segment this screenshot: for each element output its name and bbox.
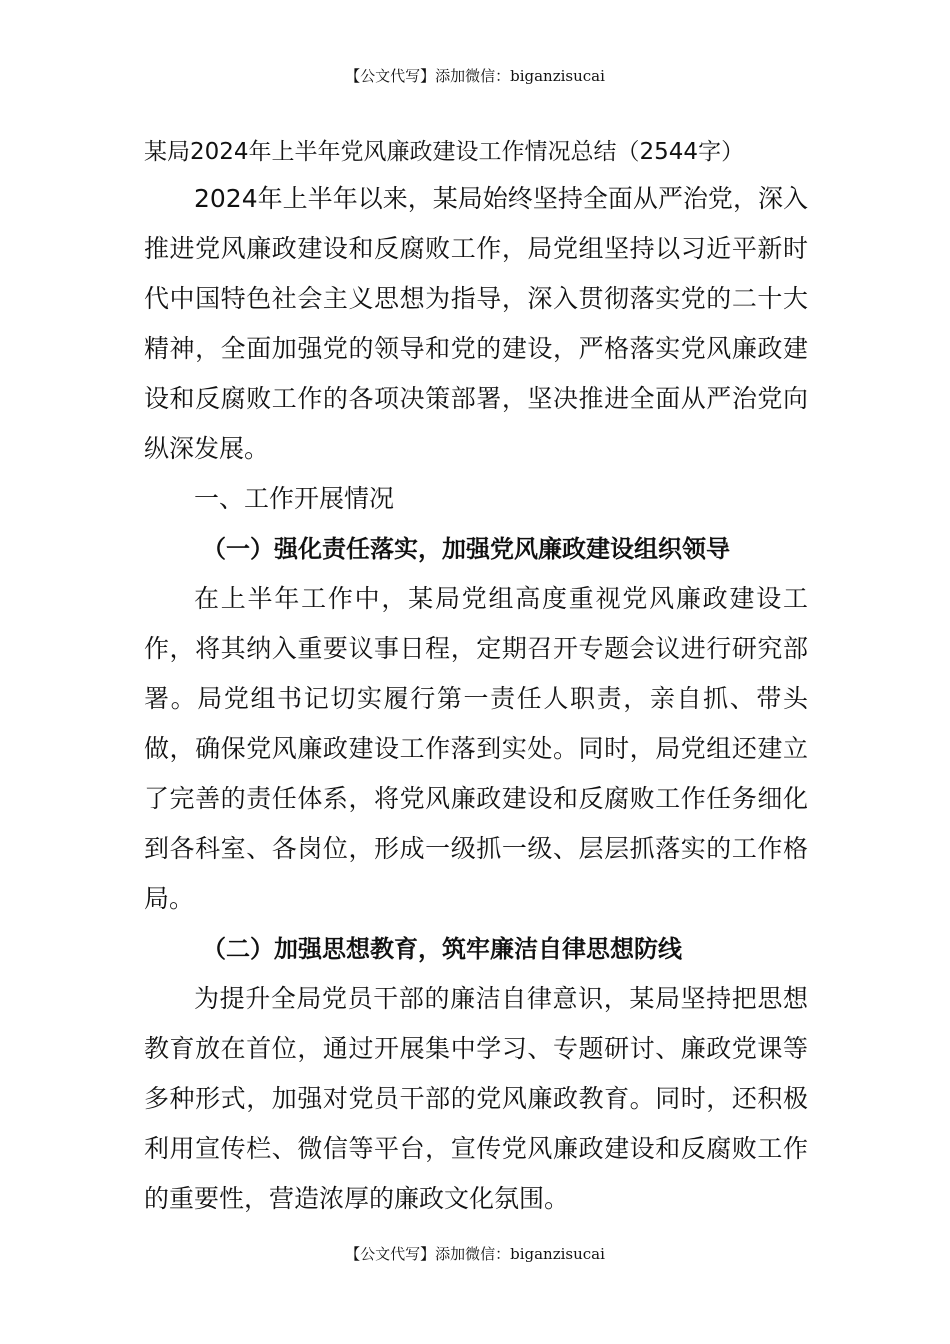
- intro-paragraph: 2024年上半年以来，某局始终坚持全面从严治党，深入推进党风廉政建设和反腐败工作，局党组坚持以习近平新时代中国特色社会主义思想为指导，深入贯彻落实党的二十大精神，全面加强党的领导和党的建设，严格落实党风廉政建设和反腐败工作的各项决策部署，坚决推进全面从严治党向纵深发展。: [144, 184, 808, 463]
- document-body: [144, 130, 808, 1224]
- subsection-heading-responsibility: （一）强化责任落实，加强党风廉政建设组织领导: [202, 535, 730, 563]
- document-title: 某局2024年上半年党风廉政建设工作情况总结（2544字）: [144, 139, 745, 165]
- subsection-heading-education: （二）加强思想教育，筑牢廉洁自律思想防线: [202, 935, 682, 963]
- footer-watermark-note: 【公文代写】添加微信：biganzisucai: [345, 1245, 605, 1263]
- subsection-paragraph-education: 为提升全局党员干部的廉洁自律意识，某局坚持把思想教育放在首位，通过开展集中学习、专题研讨、廉政党课等多种形式，加强对党员干部的党风廉政教育。同时，还积极利用宣传栏、微信等平台，宣传党风廉政建设和反腐败工作的重要性，营造浓厚的廉政文化氛围。: [144, 984, 808, 1213]
- header-watermark-note: 【公文代写】添加微信：biganzisucai: [345, 67, 605, 85]
- subsection-paragraph-responsibility: 在上半年工作中，某局党组高度重视党风廉政建设工作，将其纳入重要议事日程，定期召开专题会议进行研究部署。局党组书记切实履行第一责任人职责，亲自抓、带头做，确保党风廉政建设工作落到实处。同时，局党组还建立了完善的责任体系，将党风廉政建设和反腐败工作任务细化到各科室、各岗位，形成一级抓一级、层层抓落实的工作格局。: [144, 584, 808, 913]
- section-heading-work-status: 一、工作开展情况: [194, 484, 395, 513]
